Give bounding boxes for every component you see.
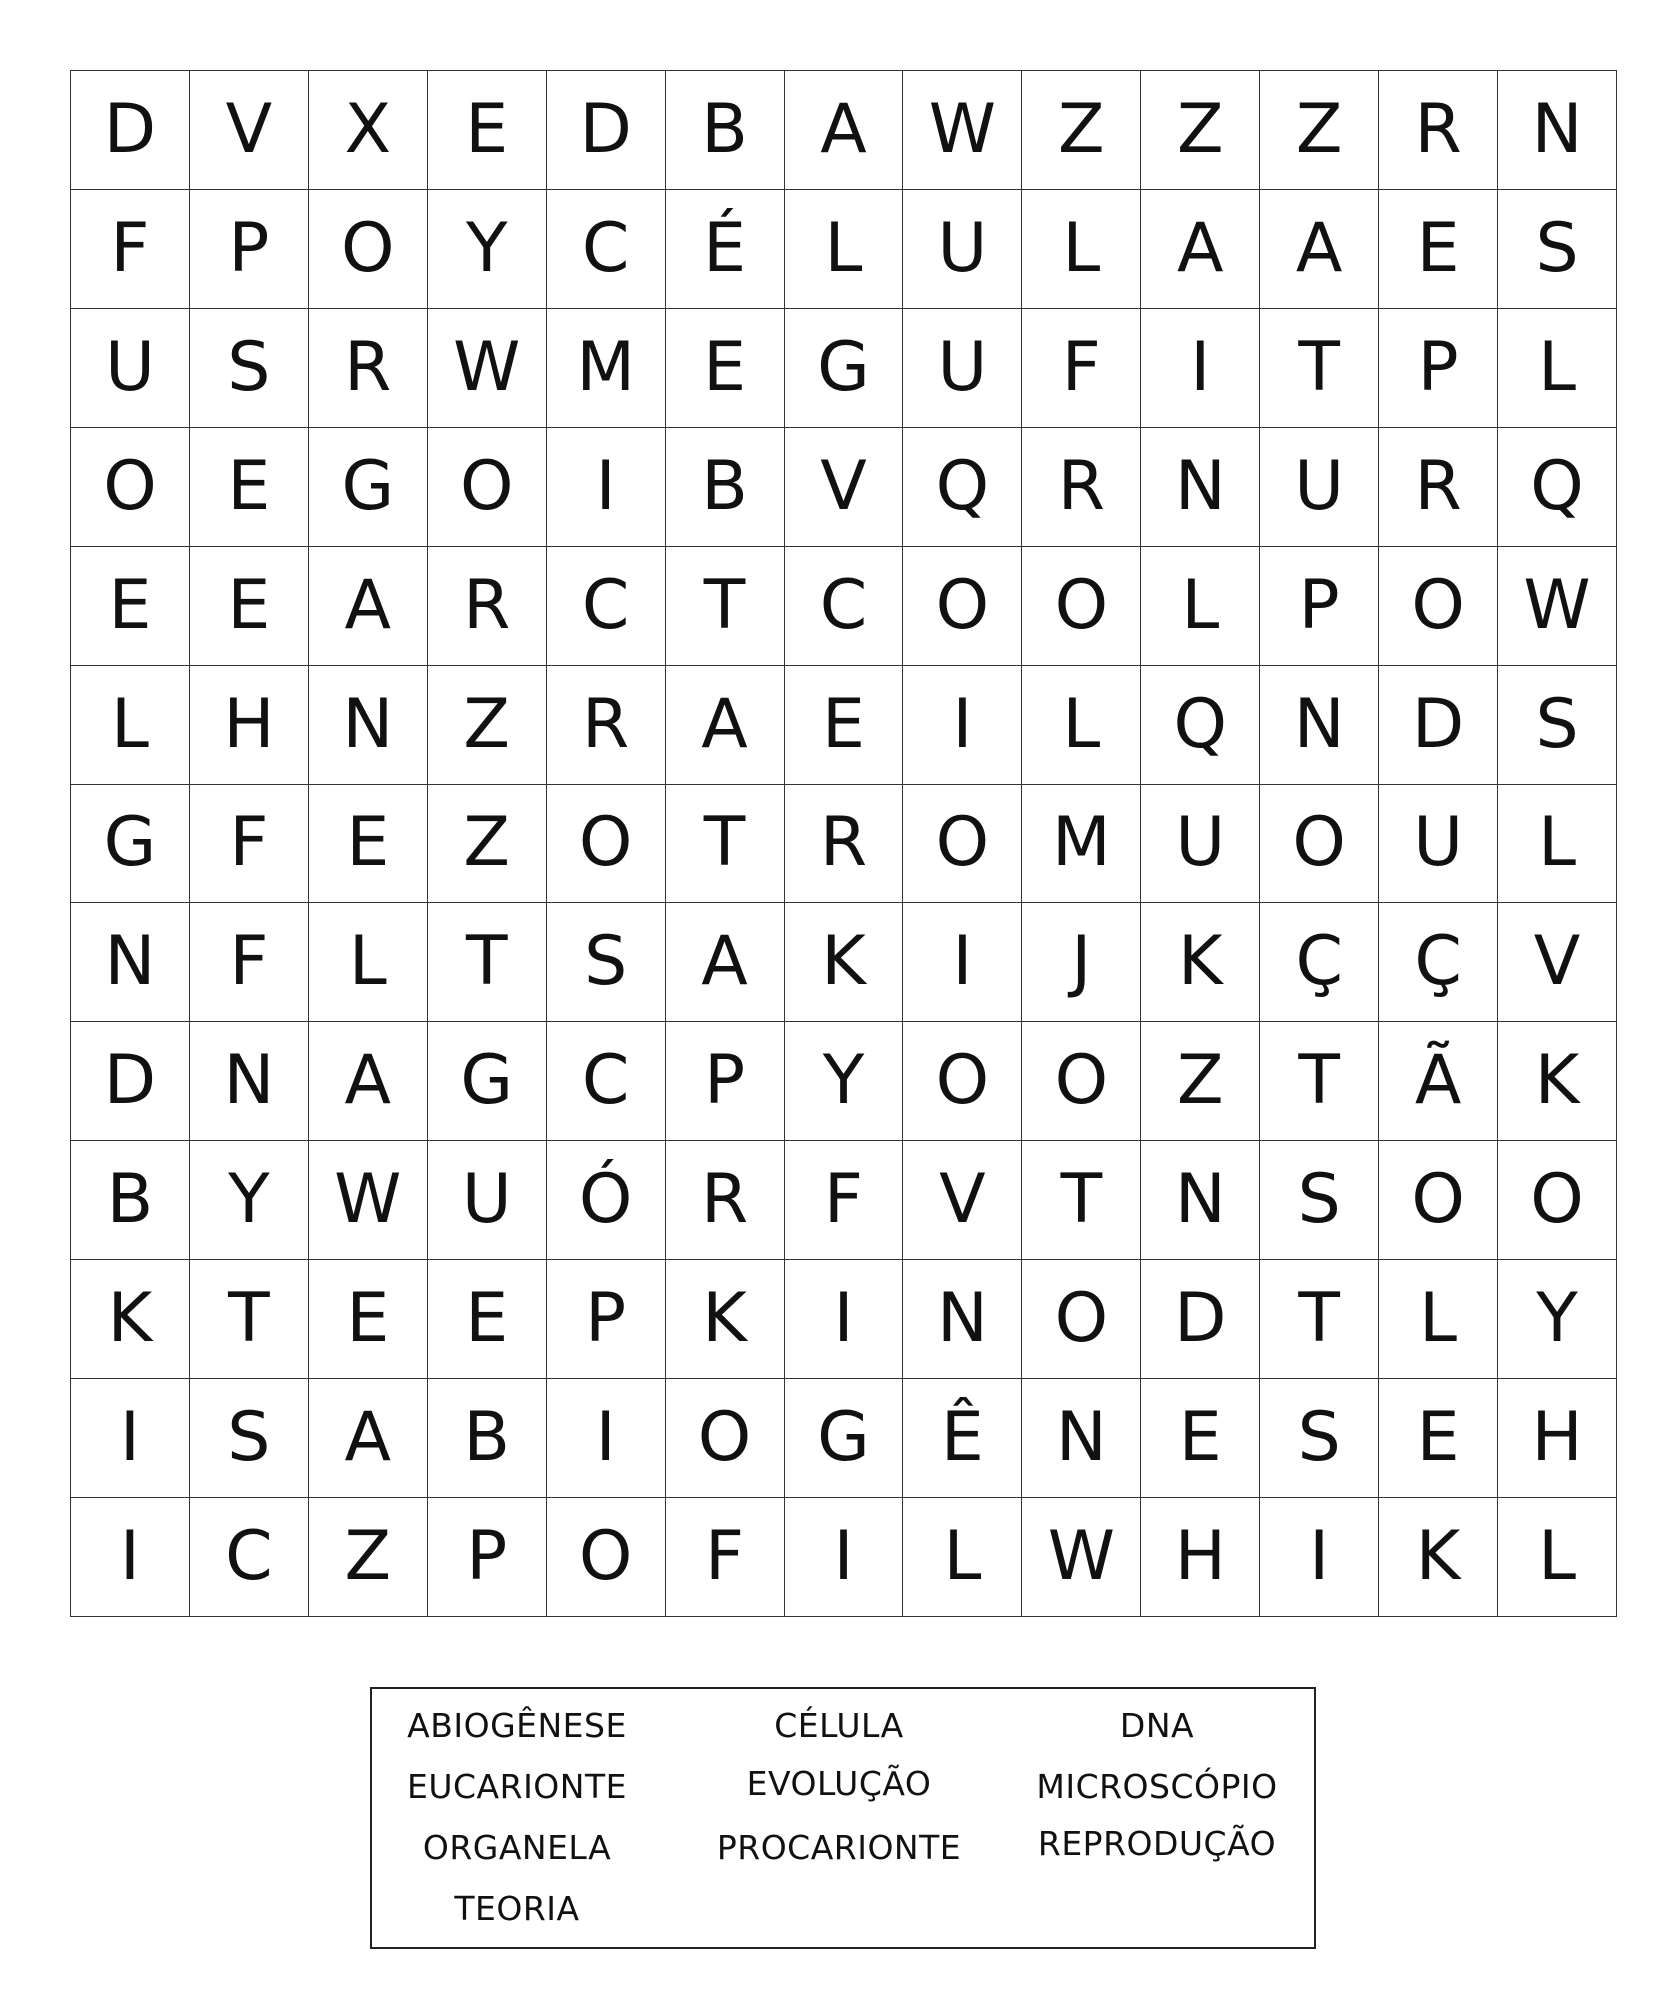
- grid-cell[interactable]: Z: [1022, 71, 1141, 190]
- grid-cell[interactable]: N: [1260, 666, 1379, 785]
- grid-cell[interactable]: P: [190, 190, 309, 309]
- grid-cell[interactable]: O: [547, 1498, 666, 1617]
- grid-cell[interactable]: O: [1022, 1022, 1141, 1141]
- grid-cell[interactable]: D: [1141, 1260, 1260, 1379]
- word-bank-item: MICROSCÓPIO: [1036, 1767, 1278, 1806]
- grid-cell[interactable]: R: [1379, 71, 1498, 190]
- grid-cell[interactable]: R: [309, 309, 428, 428]
- grid-cell[interactable]: V: [1498, 903, 1617, 1022]
- grid-cell[interactable]: T: [190, 1260, 309, 1379]
- grid-cell[interactable]: U: [71, 309, 190, 428]
- grid-cell[interactable]: Y: [1498, 1260, 1617, 1379]
- grid-cell[interactable]: D: [1379, 666, 1498, 785]
- grid-cell[interactable]: E: [190, 428, 309, 547]
- grid-cell[interactable]: B: [666, 428, 785, 547]
- grid-cell[interactable]: R: [1022, 428, 1141, 547]
- word-bank-item: EUCARIONTE: [407, 1767, 627, 1806]
- grid-cell[interactable]: L: [903, 1498, 1022, 1617]
- grid-cell[interactable]: L: [1379, 1260, 1498, 1379]
- grid-cell[interactable]: A: [309, 1379, 428, 1498]
- word-bank-item: TEORIA: [454, 1889, 580, 1928]
- grid-cell[interactable]: V: [903, 1141, 1022, 1260]
- grid-cell[interactable]: A: [1141, 190, 1260, 309]
- grid-cell[interactable]: Z: [428, 666, 547, 785]
- word-search-grid: [70, 70, 1617, 1617]
- grid-cell[interactable]: M: [1022, 785, 1141, 904]
- grid-cell[interactable]: U: [428, 1141, 547, 1260]
- grid-cell[interactable]: W: [1022, 1498, 1141, 1617]
- grid-cell[interactable]: O: [903, 1022, 1022, 1141]
- grid-cell[interactable]: G: [785, 309, 904, 428]
- grid-cell[interactable]: I: [785, 1498, 904, 1617]
- grid-cell[interactable]: I: [71, 1379, 190, 1498]
- grid-cell[interactable]: A: [309, 547, 428, 666]
- grid-cell[interactable]: R: [1379, 428, 1498, 547]
- grid-cell[interactable]: U: [903, 190, 1022, 309]
- grid-cell[interactable]: Ó: [547, 1141, 666, 1260]
- word-bank-item: PROCARIONTE: [716, 1828, 962, 1867]
- word-bank-item: CÉLULA: [774, 1706, 904, 1745]
- grid-cell[interactable]: I: [71, 1498, 190, 1617]
- word-bank-item: REPRODUÇÃO: [1037, 1824, 1277, 1863]
- grid-cell[interactable]: Y: [428, 190, 547, 309]
- word-bank-item: ABIOGÊNESE: [407, 1706, 627, 1745]
- grid-cell[interactable]: C: [547, 190, 666, 309]
- word-bank: [370, 1687, 1316, 1949]
- grid-cell[interactable]: K: [1141, 903, 1260, 1022]
- grid-cell[interactable]: N: [71, 903, 190, 1022]
- grid-cell[interactable]: O: [309, 190, 428, 309]
- grid-cell[interactable]: W: [309, 1141, 428, 1260]
- grid-cell[interactable]: F: [190, 903, 309, 1022]
- grid-cell[interactable]: S: [547, 903, 666, 1022]
- grid-cell[interactable]: O: [1379, 547, 1498, 666]
- grid-cell[interactable]: G: [309, 428, 428, 547]
- grid-cell[interactable]: I: [547, 1379, 666, 1498]
- grid-cell[interactable]: Z: [309, 1498, 428, 1617]
- grid-cell[interactable]: F: [666, 1498, 785, 1617]
- grid-cell[interactable]: S: [1260, 1141, 1379, 1260]
- grid-cell[interactable]: A: [785, 71, 904, 190]
- grid-cell[interactable]: E: [428, 71, 547, 190]
- grid-cell[interactable]: L: [1022, 190, 1141, 309]
- grid-cell[interactable]: O: [428, 428, 547, 547]
- grid-cell[interactable]: S: [1260, 1379, 1379, 1498]
- grid-cell[interactable]: B: [71, 1141, 190, 1260]
- grid-cell[interactable]: C: [785, 547, 904, 666]
- grid-cell[interactable]: C: [547, 547, 666, 666]
- grid-cell[interactable]: I: [1141, 309, 1260, 428]
- grid-cell[interactable]: H: [1141, 1498, 1260, 1617]
- grid-cell[interactable]: É: [666, 190, 785, 309]
- grid-cell[interactable]: E: [309, 1260, 428, 1379]
- word-bank-item: DNA: [1119, 1706, 1195, 1745]
- grid-cell[interactable]: R: [785, 785, 904, 904]
- grid-cell[interactable]: E: [1141, 1379, 1260, 1498]
- grid-cell[interactable]: Ç: [1260, 903, 1379, 1022]
- grid-cell[interactable]: A: [666, 903, 785, 1022]
- grid-cell[interactable]: T: [666, 785, 785, 904]
- grid-cell[interactable]: U: [1141, 785, 1260, 904]
- grid-cell[interactable]: O: [71, 428, 190, 547]
- grid-cell[interactable]: E: [1379, 190, 1498, 309]
- grid-cell[interactable]: B: [428, 1379, 547, 1498]
- grid-cell[interactable]: U: [1260, 428, 1379, 547]
- grid-cell[interactable]: A: [1260, 190, 1379, 309]
- grid-cell[interactable]: E: [309, 785, 428, 904]
- grid-cell[interactable]: O: [903, 785, 1022, 904]
- grid-cell[interactable]: G: [71, 785, 190, 904]
- grid-cell[interactable]: B: [666, 71, 785, 190]
- grid-cell[interactable]: Z: [1260, 71, 1379, 190]
- grid-cell[interactable]: W: [903, 71, 1022, 190]
- grid-cell[interactable]: E: [71, 547, 190, 666]
- grid-cell[interactable]: K: [71, 1260, 190, 1379]
- grid-cell[interactable]: E: [1379, 1379, 1498, 1498]
- grid-cell[interactable]: F: [785, 1141, 904, 1260]
- grid-cell[interactable]: O: [1022, 547, 1141, 666]
- grid-cell[interactable]: F: [1022, 309, 1141, 428]
- grid-cell[interactable]: L: [785, 190, 904, 309]
- grid-cell[interactable]: P: [428, 1498, 547, 1617]
- grid-cell[interactable]: E: [666, 309, 785, 428]
- grid-cell[interactable]: Ç: [1379, 903, 1498, 1022]
- grid-cell[interactable]: S: [1498, 666, 1617, 785]
- grid-cell[interactable]: D: [547, 71, 666, 190]
- grid-cell[interactable]: T: [666, 547, 785, 666]
- grid-cell[interactable]: T: [1260, 309, 1379, 428]
- grid-cell[interactable]: J: [1022, 903, 1141, 1022]
- grid-cell[interactable]: W: [1498, 547, 1617, 666]
- grid-cell[interactable]: P: [1379, 309, 1498, 428]
- grid-cell[interactable]: Y: [190, 1141, 309, 1260]
- grid-cell[interactable]: Z: [1141, 1022, 1260, 1141]
- grid-cell[interactable]: V: [785, 428, 904, 547]
- grid-cell[interactable]: O: [666, 1379, 785, 1498]
- grid-cell[interactable]: L: [1498, 309, 1617, 428]
- grid-cell[interactable]: E: [428, 1260, 547, 1379]
- grid-cell[interactable]: N: [1022, 1379, 1141, 1498]
- grid-cell[interactable]: S: [190, 309, 309, 428]
- grid-cell[interactable]: F: [71, 190, 190, 309]
- grid-cell[interactable]: P: [1260, 547, 1379, 666]
- grid-cell[interactable]: Q: [1498, 428, 1617, 547]
- grid-cell[interactable]: R: [428, 547, 547, 666]
- grid-cell[interactable]: D: [71, 71, 190, 190]
- grid-cell[interactable]: Q: [1141, 666, 1260, 785]
- grid-cell[interactable]: O: [1379, 1141, 1498, 1260]
- grid-cell[interactable]: O: [1260, 785, 1379, 904]
- grid-cell[interactable]: N: [1498, 71, 1617, 190]
- grid-cell[interactable]: T: [428, 903, 547, 1022]
- grid-cell[interactable]: W: [428, 309, 547, 428]
- grid-cell[interactable]: L: [309, 903, 428, 1022]
- grid-cell[interactable]: K: [785, 903, 904, 1022]
- grid-cell[interactable]: T: [1260, 1022, 1379, 1141]
- grid-cell[interactable]: O: [903, 547, 1022, 666]
- grid-cell[interactable]: V: [190, 71, 309, 190]
- grid-cell[interactable]: T: [1260, 1260, 1379, 1379]
- grid-cell[interactable]: P: [666, 1022, 785, 1141]
- grid-cell[interactable]: R: [666, 1141, 785, 1260]
- grid-cell[interactable]: C: [547, 1022, 666, 1141]
- grid-cell[interactable]: Q: [903, 428, 1022, 547]
- grid-cell[interactable]: H: [1498, 1379, 1617, 1498]
- grid-cell[interactable]: O: [1498, 1141, 1617, 1260]
- grid-cell[interactable]: R: [547, 666, 666, 785]
- grid-cell[interactable]: M: [547, 309, 666, 428]
- grid-cell[interactable]: S: [190, 1379, 309, 1498]
- grid-cell[interactable]: I: [903, 903, 1022, 1022]
- grid-cell[interactable]: K: [1379, 1498, 1498, 1617]
- grid-cell[interactable]: K: [666, 1260, 785, 1379]
- grid-cell[interactable]: G: [785, 1379, 904, 1498]
- grid-cell[interactable]: N: [309, 666, 428, 785]
- grid-cell[interactable]: U: [1379, 785, 1498, 904]
- grid-cell[interactable]: Ê: [903, 1379, 1022, 1498]
- grid-cell[interactable]: E: [785, 666, 904, 785]
- grid-cell[interactable]: F: [190, 785, 309, 904]
- grid-cell[interactable]: L: [1022, 666, 1141, 785]
- grid-cell[interactable]: P: [547, 1260, 666, 1379]
- grid-cell[interactable]: U: [903, 309, 1022, 428]
- grid-cell[interactable]: I: [547, 428, 666, 547]
- grid-cell[interactable]: I: [903, 666, 1022, 785]
- word-bank-item: ORGANELA: [422, 1828, 612, 1867]
- grid-cell[interactable]: Ã: [1379, 1022, 1498, 1141]
- grid-cell[interactable]: X: [309, 71, 428, 190]
- grid-cell[interactable]: D: [71, 1022, 190, 1141]
- grid-cell[interactable]: S: [1498, 190, 1617, 309]
- grid-cell[interactable]: O: [547, 785, 666, 904]
- grid-cell[interactable]: Y: [785, 1022, 904, 1141]
- grid-cell[interactable]: N: [1141, 1141, 1260, 1260]
- grid-cell[interactable]: L: [1498, 785, 1617, 904]
- grid-cell[interactable]: O: [1022, 1260, 1141, 1379]
- grid-cell[interactable]: N: [1141, 428, 1260, 547]
- grid-cell[interactable]: A: [309, 1022, 428, 1141]
- grid-cell[interactable]: L: [71, 666, 190, 785]
- grid-cell[interactable]: N: [903, 1260, 1022, 1379]
- grid-cell[interactable]: K: [1498, 1022, 1617, 1141]
- grid-cell[interactable]: I: [785, 1260, 904, 1379]
- grid-cell[interactable]: A: [666, 666, 785, 785]
- grid-cell[interactable]: L: [1498, 1498, 1617, 1617]
- grid-cell[interactable]: C: [190, 1498, 309, 1617]
- grid-cell[interactable]: N: [190, 1022, 309, 1141]
- grid-cell[interactable]: G: [428, 1022, 547, 1141]
- grid-cell[interactable]: L: [1141, 547, 1260, 666]
- grid-cell[interactable]: H: [190, 666, 309, 785]
- grid-cell[interactable]: E: [190, 547, 309, 666]
- grid-cell[interactable]: T: [1022, 1141, 1141, 1260]
- grid-cell[interactable]: I: [1260, 1498, 1379, 1617]
- grid-cell[interactable]: Z: [428, 785, 547, 904]
- word-bank-item: EVOLUÇÃO: [746, 1764, 932, 1803]
- grid-cell[interactable]: Z: [1141, 71, 1260, 190]
